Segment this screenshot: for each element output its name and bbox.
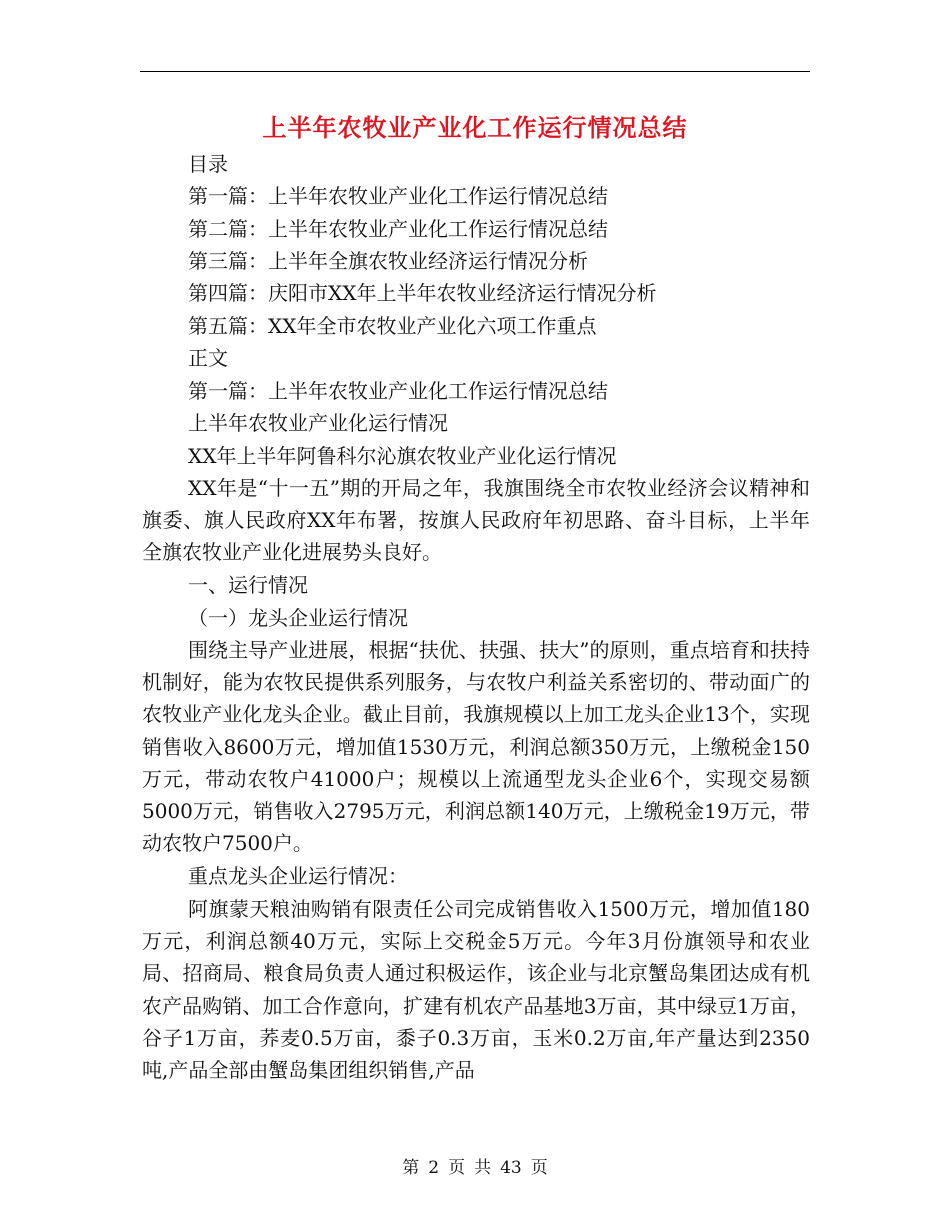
toc-item-5[interactable]: 第五篇：XX年全市农牧业产业化六项工作重点: [188, 314, 597, 338]
header-rule: [140, 71, 810, 72]
toc-item-4[interactable]: 第四篇：庆阳市XX年上半年农牧业经济运行情况分析: [188, 281, 657, 305]
paragraph-mengtian: 阿旗蒙天粮油购销有限责任公司完成销售收入1500万元，增加值180万元，利润总额40万元，实际上交税金5万元。今年3月份旗领导和农业局、招商局、粮食局负责人通过积极运作，该企业与北京蟹岛集团达成有机农产品购销、加工合作意向，扩建有机农产品基地3万亩，其中绿豆1万亩，谷子1万亩，荞麦0.5万亩，黍子0.3万亩，玉米0.2万亩,年产量达到2350吨,产品全部由蟹岛集团组织销售,产品: [142, 897, 810, 1083]
footer-page-mid: 页: [448, 1158, 466, 1178]
body-heading: 正文: [188, 346, 228, 370]
section-heading-1: 一、运行情况: [188, 573, 308, 597]
subtitle-1: 上半年农牧业产业化运行情况: [188, 411, 448, 435]
footer-page-number: 2: [428, 1158, 440, 1178]
toc-item-2[interactable]: 第二篇：上半年农牧业产业化工作运行情况总结: [188, 217, 608, 241]
toc-item-3[interactable]: 第三篇：上半年全旗农牧业经济运行情况分析: [188, 249, 588, 273]
toc-heading: 目录: [188, 152, 228, 176]
page-footer: [0, 1153, 950, 1178]
footer-total-prefix: 共: [474, 1158, 492, 1178]
footer-total-pages: 43: [500, 1158, 522, 1178]
footer-page-prefix: 第: [402, 1158, 420, 1178]
toc-item-1[interactable]: 第一篇：上半年农牧业产业化工作运行情况总结: [188, 184, 608, 208]
article-heading: 第一篇：上半年农牧业产业化工作运行情况总结: [188, 379, 608, 403]
key-enterprises-heading: 重点龙头企业运行情况：: [188, 864, 408, 888]
paragraph-intro: XX年是“十一五”期的开局之年，我旗围绕全市农牧业经济会议精神和旗委、旗人民政府XX年布署，按旗人民政府年初思路、奋斗目标，上半年全旗农牧业产业化进展势头良好。: [142, 476, 810, 565]
subsection-heading-1: （一）龙头企业运行情况: [188, 606, 408, 630]
subtitle-2: XX年上半年阿鲁科尔沁旗农牧业产业化运行情况: [188, 444, 617, 468]
paragraph-enterprises: 围绕主导产业进展，根据“扶优、扶强、扶大”的原则，重点培育和扶持机制好，能为农牧民提供系列服务，与农牧户利益关系密切的、带动面广的农牧业产业化龙头企业。截止目前，我旗规模以上加工龙头企业13个，实现销售收入8600万元，增加值1530万元，利润总额350万元，上缴税金150万元，带动农牧户41000户；规模以上流通型龙头企业6个，实现交易额5000万元，销售收入2795万元，利润总额140万元，上缴税金19万元，带动农牧户7500户。: [142, 638, 810, 856]
footer-total-suffix: 页: [530, 1158, 548, 1178]
document-title: 上半年农牧业产业化工作运行情况总结: [262, 113, 688, 142]
